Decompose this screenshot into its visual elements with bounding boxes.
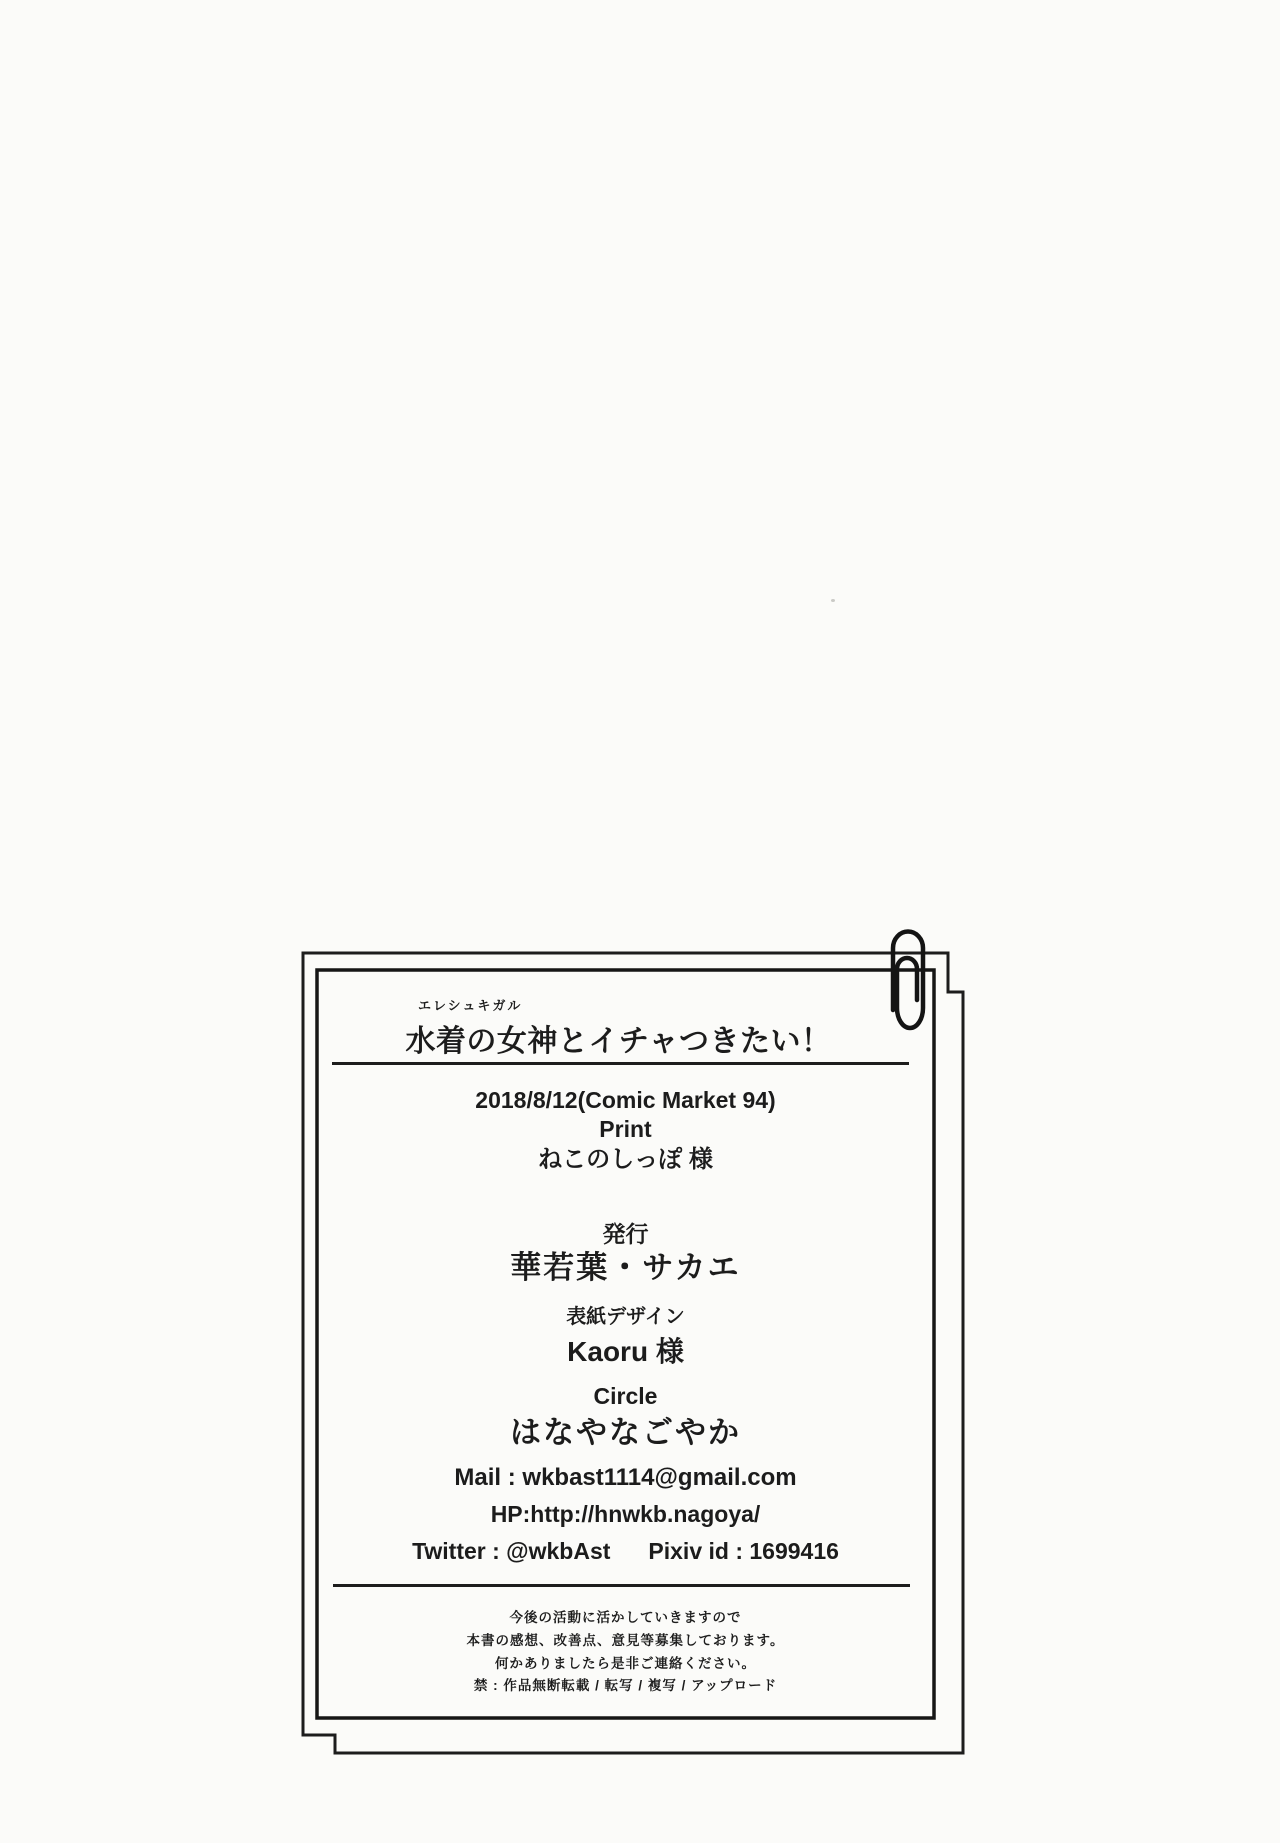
title-divider xyxy=(332,1062,909,1065)
mail-line: Mail : wkbast1114@gmail.com xyxy=(454,1464,797,1491)
note-line: 何かありましたら是非ご連絡ください。 xyxy=(495,1656,756,1671)
print-label: Print xyxy=(599,1116,652,1142)
homepage-line: HP:http://hnwkb.nagoya/ xyxy=(490,1501,761,1527)
note-line: 今後の活動に活かしていきますので xyxy=(509,1610,742,1625)
circle-label: Circle xyxy=(593,1383,658,1409)
print-name: ねこのしっぽ 様 xyxy=(538,1146,713,1173)
notes-divider xyxy=(333,1584,910,1587)
book-title: 水着の女神とイチャつきたい！ xyxy=(405,1025,832,1058)
circle-name: はなやなごやか xyxy=(510,1415,741,1450)
cover-design-label: 表紙デザイン xyxy=(566,1306,685,1328)
twitter-line: Twitter : @wkbAst xyxy=(412,1538,611,1564)
cover-design-name: Kaoru 様 xyxy=(567,1336,684,1367)
publisher-name: 華若葉・サカエ xyxy=(510,1250,741,1285)
publisher-label: 発行 xyxy=(602,1221,649,1247)
note-line: 本書の感想、改善点、意見等募集しております。 xyxy=(466,1633,785,1648)
pixiv-line: Pixiv id : 1699416 xyxy=(648,1538,839,1564)
event-date: 2018/8/12(Comic Market 94) xyxy=(475,1087,776,1113)
note-line: 禁 : 作品無断転載 / 転写 / 複写 / アップロード xyxy=(473,1678,778,1693)
scan-speck xyxy=(831,599,835,602)
title-furigana: エレシュキガル xyxy=(418,998,523,1013)
social-row xyxy=(317,1536,934,1566)
